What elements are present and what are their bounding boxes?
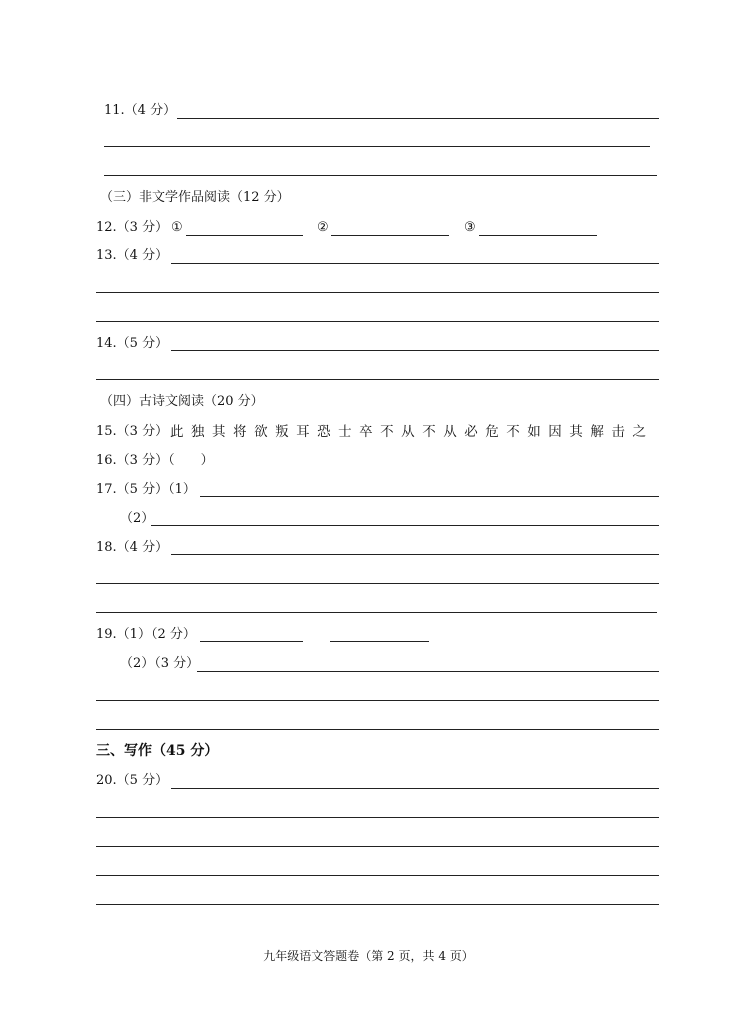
q17-2-label: （2） <box>120 511 155 526</box>
q14-answer-line-2[interactable] <box>96 379 659 380</box>
q15-char: 击 <box>611 424 625 440</box>
q15-char: 独 <box>191 424 205 440</box>
q13-answer-line-1[interactable] <box>171 263 659 264</box>
q14-label: 14.（5 分） <box>96 336 169 351</box>
q15-char: 其 <box>212 424 226 440</box>
q15-char: 从 <box>443 424 457 440</box>
q15-char: 此 <box>170 424 184 440</box>
q16-label: 16.（3 分）（ ） <box>96 453 214 468</box>
q15-char: 恐 <box>317 424 331 440</box>
q19-2-answer-line-3[interactable] <box>96 729 659 730</box>
q15-char: 危 <box>485 424 499 440</box>
q11-answer-line-1[interactable] <box>177 118 659 119</box>
q17-2-answer-line[interactable] <box>151 525 659 526</box>
q15-sentence <box>170 424 646 440</box>
q17-label: 17.（5 分）（1） <box>96 482 196 497</box>
q20-answer-line-1[interactable] <box>171 788 659 789</box>
q12-blank-3[interactable] <box>479 235 597 236</box>
q19-2-label: （2）（3 分） <box>120 656 200 671</box>
q18-answer-line-2[interactable] <box>96 583 659 584</box>
q13-answer-line-2[interactable] <box>96 292 659 293</box>
q12-blank-1[interactable] <box>186 235 303 236</box>
q20-label: 20.（5 分） <box>96 773 169 788</box>
q15-char: 之 <box>632 424 646 440</box>
q15-label: 15.（3 分） <box>96 424 169 439</box>
q12-label: 12.（3 分） <box>96 220 169 235</box>
q11-answer-line-3[interactable] <box>104 175 657 176</box>
q19-1-blank-1[interactable] <box>200 641 303 642</box>
q11-answer-line-2[interactable] <box>104 146 650 147</box>
page-footer: 九年级语文答题卷（第 2 页，共 4 页） <box>263 949 474 963</box>
q15-char: 耳 <box>296 424 310 440</box>
q15-char: 其 <box>569 424 583 440</box>
q15-char: 欲 <box>254 424 268 440</box>
q15-char: 不 <box>380 424 394 440</box>
q18-answer-line-3[interactable] <box>96 612 657 613</box>
q15-char: 不 <box>506 424 520 440</box>
q15-char: 卒 <box>359 424 373 440</box>
q20-answer-line-2[interactable] <box>96 817 659 818</box>
q12-circle-1: ① <box>171 220 183 235</box>
q13-label: 13.（4 分） <box>96 248 169 263</box>
q19-2-answer-line-2[interactable] <box>96 700 659 701</box>
q20-answer-line-4[interactable] <box>96 875 659 876</box>
q20-answer-line-5[interactable] <box>96 904 659 905</box>
part-3-heading: 三、写作（45 分） <box>96 743 219 759</box>
q15-char: 叛 <box>275 424 289 440</box>
q17-1-answer-line[interactable] <box>200 496 659 497</box>
q15-char: 从 <box>401 424 415 440</box>
q15-char: 不 <box>422 424 436 440</box>
q15-char: 将 <box>233 424 247 440</box>
section-4-heading: （四）古诗文阅读（20 分） <box>100 394 264 409</box>
q15-char: 如 <box>527 424 541 440</box>
q15-char: 因 <box>548 424 562 440</box>
q12-circle-3: ③ <box>464 220 476 235</box>
q18-label: 18.（4 分） <box>96 540 169 555</box>
q20-answer-line-3[interactable] <box>96 846 659 847</box>
q14-answer-line-1[interactable] <box>171 350 659 351</box>
q12-blank-2[interactable] <box>331 235 449 236</box>
q18-answer-line-1[interactable] <box>171 554 659 555</box>
q15-char: 必 <box>464 424 478 440</box>
q11-label: 11.（4 分） <box>104 103 177 118</box>
section-3-heading: （三）非文学作品阅读（12 分） <box>100 190 290 205</box>
q19-2-answer-line-1[interactable] <box>197 671 659 672</box>
q13-answer-line-3[interactable] <box>96 321 659 322</box>
q19-1-blank-2[interactable] <box>330 641 429 642</box>
q19-1-label: 19.（1）（2 分） <box>96 627 196 642</box>
q15-char: 解 <box>590 424 604 440</box>
q15-char: 士 <box>338 424 352 440</box>
q12-circle-2: ② <box>317 220 329 235</box>
